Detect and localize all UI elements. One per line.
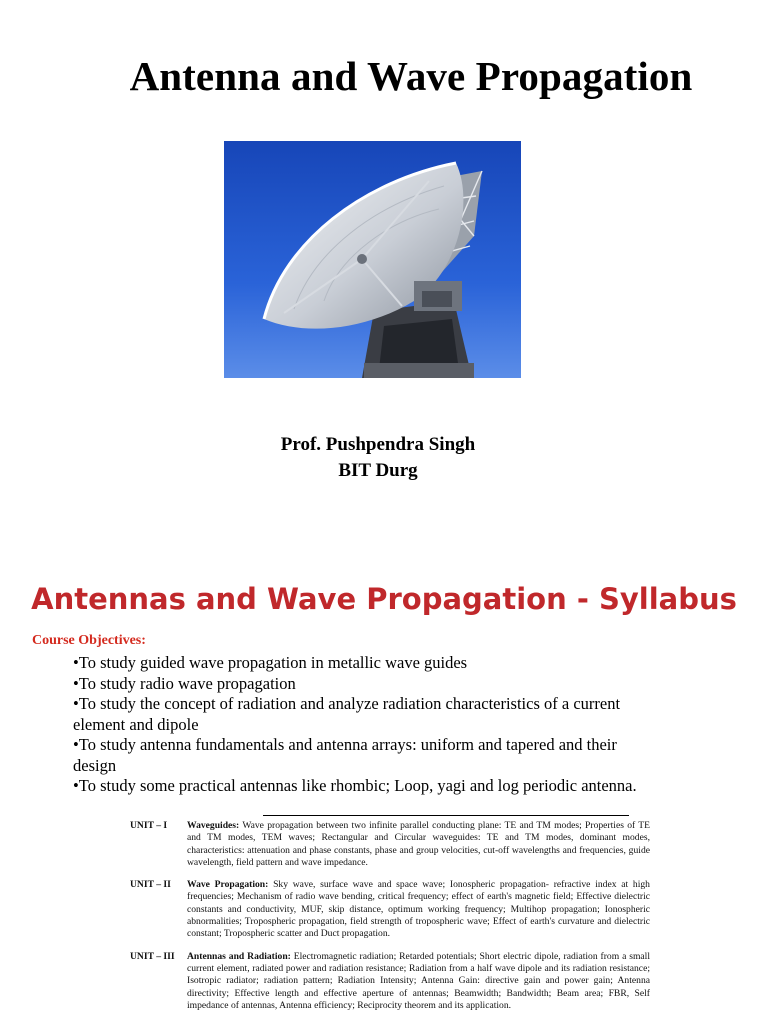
objective-item: •To study the concept of radiation and analyze radiation characteristics of a current element and dipole [73,694,621,734]
unit-label: UNIT – I [130,820,168,831]
unit-block [130,951,650,1012]
author-block [0,432,756,484]
divider [263,815,629,816]
objective-item: •To study radio wave propagation [73,673,296,693]
objectives-list [73,653,653,797]
unit-label: UNIT – III [130,950,175,962]
unit-heading: Waveguides: [187,820,240,831]
objective-item: •To study some practical antennas like rhombic; Loop, yagi and log periodic antenna. [73,776,637,795]
unit-body [187,879,650,940]
objectives-heading: Course Objectives: [32,633,146,648]
unit-text: Sky wave, surface wave and space wave; Ionospheric propagation- refractive index at high frequencies; Mechanism of radio wave bending, critical frequency; effect of earth's magnetic field; Effective dielectric constants and conductivity, MUF, skip distance, optimum working frequency; Multihop propagation; Ionospheric abnormalities; Tropospheric propagation, field strength of tropospheric wave; Effect of earth's curvature and dielectric constant; Tropospheric scatter and Duct propagation. [187,879,650,940]
unit-text: Wave propagation between two infinite parallel conducting plane: TE and TM modes; Properties of TE and TM modes, TEM waves; Rectangular and Circular waveguides: TE and TM modes, dominant modes, characteristics: attenuation and phase constants, phase and group velocities, cut-off wavelengths and frequencies, guide wavelength, field pattern and wave impedance. [187,820,650,868]
objective-item: •To study guided wave propagation in metallic wave guides [73,653,468,672]
unit-body [187,951,650,1012]
author-name: Prof. Pushpendra Singh [280,434,476,455]
unit-heading: Wave Propagation: [187,879,269,891]
unit-block [130,879,650,940]
page-title: Antenna and Wave Propagation [129,53,693,99]
unit-block [130,820,650,869]
satellite-dish-photo [224,141,521,378]
objective-item: •To study antenna fundamentals and antenna arrays: uniform and tapered and their design [73,735,617,775]
syllabus-title: Antennas and Wave Propagation - Syllabus [31,582,737,616]
unit-heading: Antennas and Radiation: [187,950,291,962]
unit-text: Electromagnetic radiation; Retarded potentials; Short electric dipole, radiation from a small current element, radiated power and radiation resistance; Radiation from a half wave dipole and its radiation resistance; Isotropic radiator; radiation pattern; Radiation Intensity; Antenna Gain: directive gain and power gain; Antenna directivity; Effective length and effective aperture of antennas; Beamwidth; Bandwidth; Beam area; FBR, Self impedance of antennas, Antenna efficiency; Reciprocity theorem and its application. [187,950,650,1011]
unit-label: UNIT – II [130,879,171,891]
syllabus-units [130,820,650,1022]
unit-body [187,820,650,869]
author-institution: BIT Durg [338,460,418,481]
